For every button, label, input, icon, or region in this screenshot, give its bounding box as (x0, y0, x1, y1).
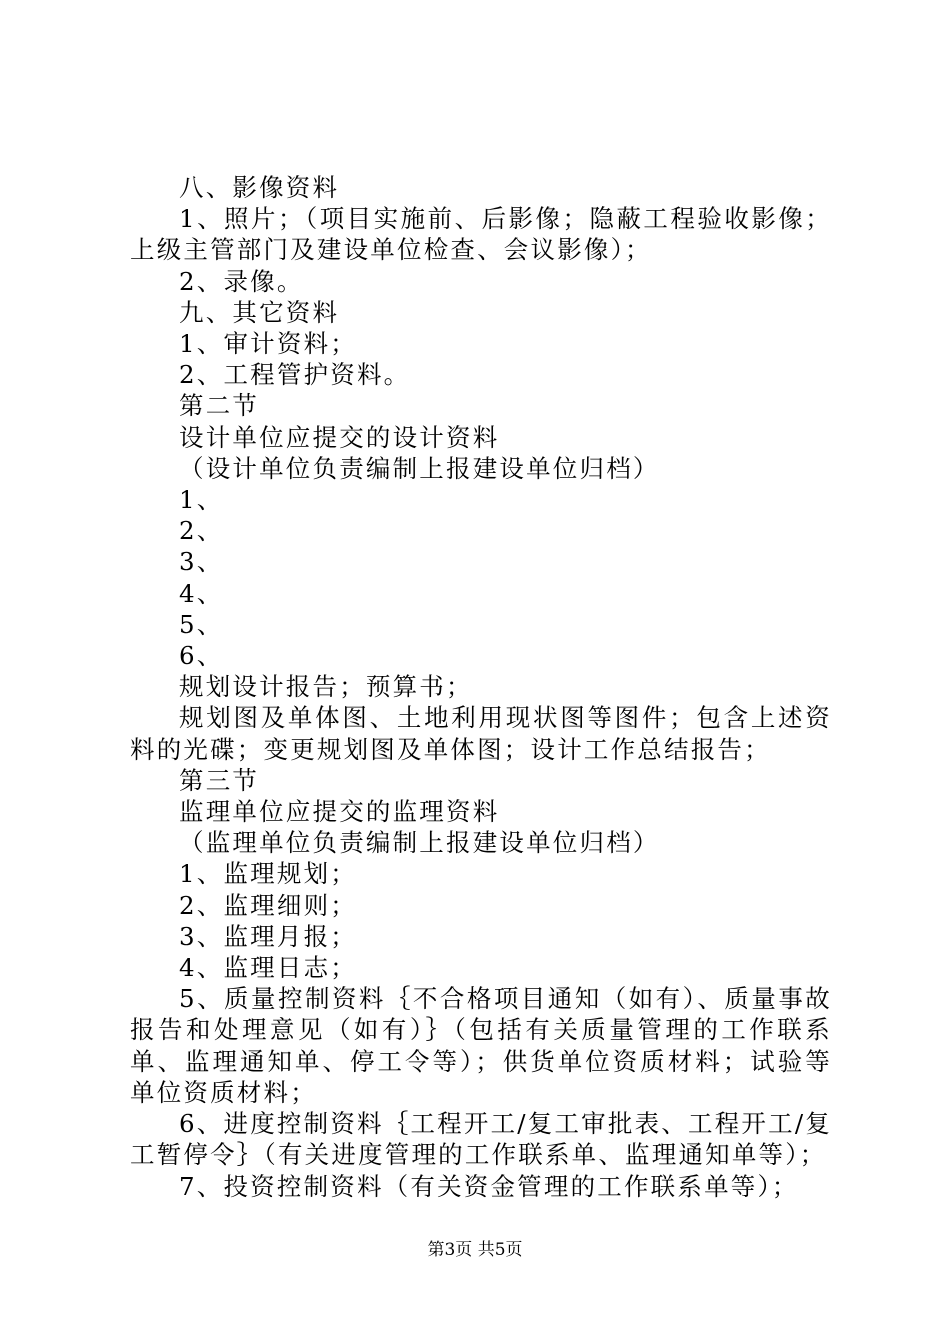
section-heading-3: 第三节 (179, 765, 260, 795)
section-note-supervision: （监理单位负责编制上报建设单位归档） (179, 828, 660, 858)
section-title-design: 设计单位应提交的设计资料 (179, 422, 500, 452)
page-footer: 第3页 共5页 (427, 1240, 523, 1260)
list-item-investment-control: 7、投资控制资料（有关资金管理的工作联系单等）； (179, 1171, 799, 1201)
section-note-design: （设计单位负责编制上报建设单位归档） (179, 453, 660, 483)
document-body (130, 172, 832, 1202)
list-item-empty-4: 4、 (179, 578, 224, 608)
list-item-schedule-control: 6、进度控制资料｛工程开工/复工审批表、工程开工/复工暂停令｝（有关进度管理的工作联系单、监理通知单等）； (130, 1109, 832, 1170)
list-item-empty-2: 2、 (179, 516, 224, 546)
list-item-audit: 1、审计资料； (179, 329, 357, 359)
heading-imaging-materials: 八、影像资料 (179, 173, 340, 202)
list-item-quality-control: 5、质量控制资料｛不合格项目通知（如有）、质量事故报告和处理意见（如有）｝（包括有关质量管理的工作联系单、监理通知单、停工令等）；供货单位资质材料；试验等单位资质材料； (130, 984, 832, 1107)
section-title-supervision: 监理单位应提交的监理资料 (179, 797, 500, 827)
list-item-empty-6: 6、 (179, 641, 224, 671)
list-item-empty-3: 3、 (179, 547, 224, 577)
paragraph-planning-drawings: 规划图及单体图、土地利用现状图等图件；包含上述资料的光碟；变更规划图及单体图；设计工作总结报告； (130, 703, 832, 764)
list-item-photos: 1、照片；（项目实施前、后影像；隐蔽工程验收影像；上级主管部门及建设单位检查、会议影像）； (130, 204, 832, 265)
section-heading-2: 第二节 (179, 391, 260, 421)
list-item-supervision-log: 4、监理日志； (179, 953, 357, 983)
list-item-supervision-rules: 2、监理细则； (179, 890, 357, 920)
list-item-empty-5: 5、 (179, 609, 224, 639)
list-item-monthly-report: 3、监理月报； (179, 921, 357, 951)
paragraph-planning-report: 规划设计报告；预算书； (179, 672, 473, 702)
list-item-video: 2、录像。 (179, 266, 304, 296)
list-item-supervision-plan: 1、监理规划； (179, 859, 357, 889)
heading-other-materials: 九、其它资料 (179, 297, 340, 327)
list-item-maintenance: 2、工程管护资料。 (179, 360, 411, 390)
list-item-empty-1: 1、 (179, 485, 224, 515)
